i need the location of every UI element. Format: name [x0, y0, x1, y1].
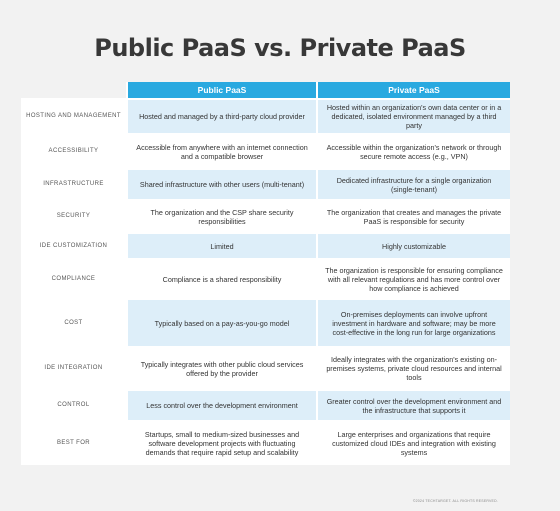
table-row — [21, 99, 510, 134]
column-header-private: Private PaaS — [317, 82, 510, 99]
table-row — [21, 299, 510, 347]
table-row — [21, 200, 510, 233]
public-cell: Accessible from anywhere with an internet connection and a compatible browser — [127, 134, 317, 169]
public-cell: Shared infrastructure with other users (multi-tenant) — [127, 169, 317, 200]
private-cell: Dedicated infrastructure for a single organization (single-tenant) — [317, 169, 510, 200]
table-row — [21, 347, 510, 390]
public-cell: Hosted and managed by a third-party cloud provider — [127, 99, 317, 134]
public-cell: Typically integrates with other public cloud services offered by the provider — [127, 347, 317, 390]
private-cell: On-premises deployments can involve upfront investment in hardware and software; may be more cost-effective in the long run for large organizations — [317, 299, 510, 347]
header-spacer — [21, 82, 127, 99]
table-row — [21, 259, 510, 299]
public-cell: Typically based on a pay-as-you-go model — [127, 299, 317, 347]
public-cell: Startups, small to medium-sized businesses and software development projects with fluctuating demands that require rapid setup and scalability — [127, 421, 317, 465]
row-label: SECURITY — [21, 200, 127, 233]
private-cell: Ideally integrates with the organization's existing on-premises systems, private cloud resources and internal tools — [317, 347, 510, 390]
page-title: Public PaaS vs. Private PaaS — [94, 34, 466, 62]
copyright-credit: ©2024 TECHTARGET. ALL RIGHTS RESERVED. — [412, 499, 498, 503]
private-cell: Hosted within an organization's own data center or in a dedicated, isolated environment managed by a third party — [317, 99, 510, 134]
row-label: IDE INTEGRATION — [21, 347, 127, 390]
public-cell: Limited — [127, 233, 317, 259]
comparison-table — [21, 82, 510, 465]
row-label: ACCESSIBILITY — [21, 134, 127, 169]
private-cell: Greater control over the development environment and the infrastructure that supports it — [317, 390, 510, 421]
table-row — [21, 390, 510, 421]
table-row — [21, 134, 510, 169]
public-cell: Less control over the development environment — [127, 390, 317, 421]
row-label: IDE CUSTOMIZATION — [21, 233, 127, 259]
row-label: COST — [21, 299, 127, 347]
row-label: COMPLIANCE — [21, 259, 127, 299]
private-cell: The organization is responsible for ensuring compliance with all relevant regulations and has more control over how compliance is achieved — [317, 259, 510, 299]
row-label: BEST FOR — [21, 421, 127, 465]
row-label: HOSTING AND MANAGEMENT — [21, 99, 127, 134]
private-cell: Highly customizable — [317, 233, 510, 259]
private-cell: The organization that creates and manages the private PaaS is responsible for security — [317, 200, 510, 233]
table-row — [21, 233, 510, 259]
table-row — [21, 421, 510, 465]
public-cell: Compliance is a shared responsibility — [127, 259, 317, 299]
private-cell: Accessible within the organization's network or through secure remote access (e.g., VPN) — [317, 134, 510, 169]
table-row — [21, 169, 510, 200]
table-header-row — [21, 82, 510, 99]
public-cell: The organization and the CSP share security responsibilities — [127, 200, 317, 233]
column-header-public: Public PaaS — [127, 82, 317, 99]
row-label: INFRASTRUCTURE — [21, 169, 127, 200]
private-cell: Large enterprises and organizations that require customized cloud IDEs and integration with existing systems — [317, 421, 510, 465]
row-label: CONTROL — [21, 390, 127, 421]
